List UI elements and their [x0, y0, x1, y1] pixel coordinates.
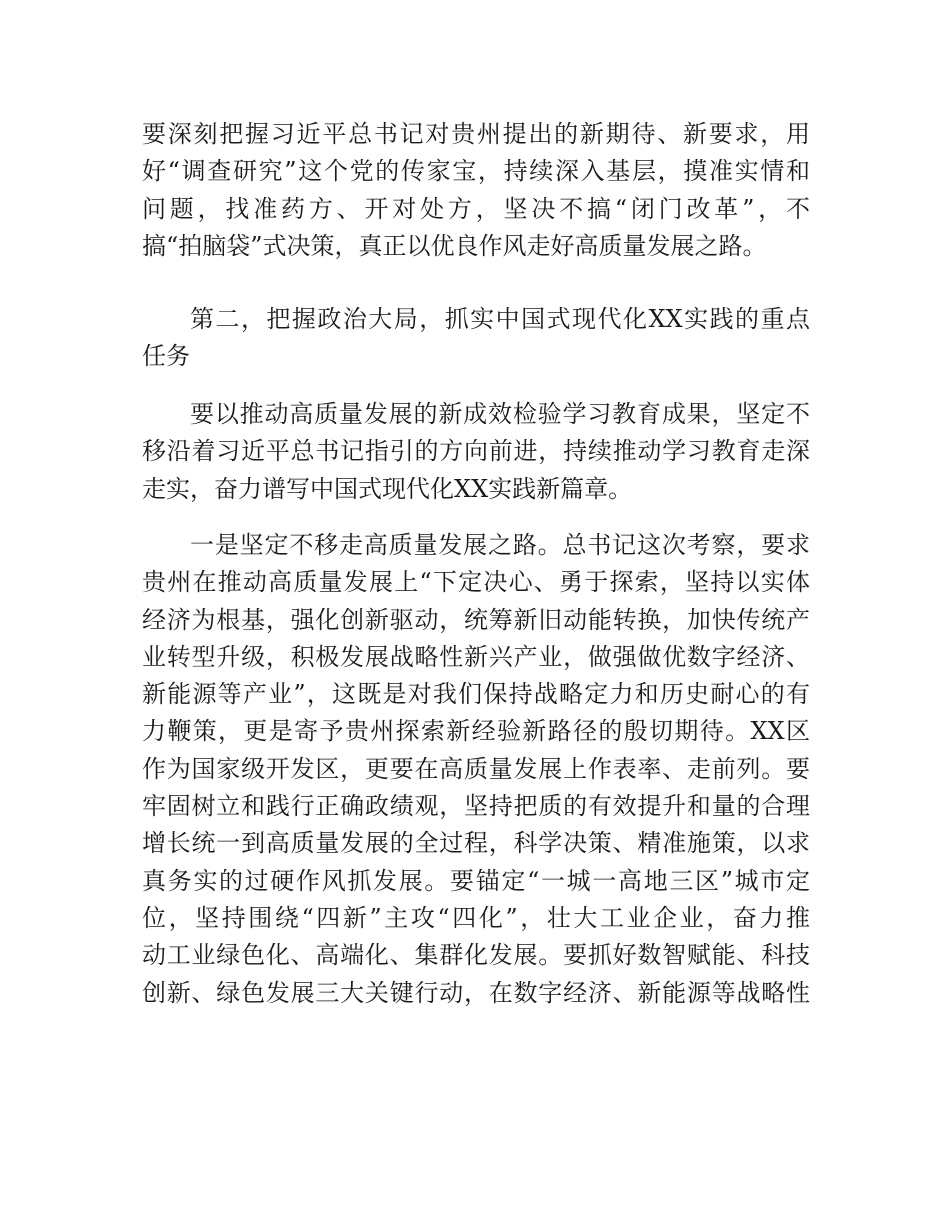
paragraph-line: 经济为根基，强化创新驱动，统筹新旧动能转换，加快传统产: [142, 605, 810, 634]
paragraph-line: 增长统一到高质量发展的全过程，科学决策、精准施策，以求: [142, 829, 810, 858]
paragraph-line: 动工业绿色化、高端化、集群化发展。要抓好数智赋能、科技: [142, 941, 810, 970]
paragraph-line: 搞“拍脑袋”式决策，真正以优良作风走好高质量发展之路。: [142, 231, 767, 260]
paragraph-line: 创新、绿色发展三大关键行动，在数字经济、新能源等战略性: [142, 978, 810, 1007]
paragraph-line: 要深刻把握习近平总书记对贵州提出的新期待、新要求，用: [142, 120, 810, 148]
paragraph-line: 要以推动高质量发展的新成效检验学习教育成果，坚定不: [190, 400, 810, 428]
section-heading: [142, 301, 810, 376]
paragraph-line: 移沿着习近平总书记指引的方向前进，持续推动学习教育走深: [142, 437, 810, 466]
paragraph-1: [142, 116, 810, 265]
paragraph-line: 真务实的过硬作风抓发展。要锚定“一城一高地三区”城市定: [142, 866, 810, 895]
heading-line: 任务: [142, 342, 190, 371]
paragraph-line: 好“调查研究”这个党的传家宝，持续深入基层，摸准实情和: [142, 157, 810, 186]
paragraph-4: [142, 527, 810, 1012]
paragraph-3: [142, 396, 810, 508]
paragraph-line: 一是坚定不移走高质量发展之路。总书记这次考察，要求: [190, 531, 810, 559]
paragraph-line: 问题，找准药方、开对处方，坚决不搞“闭门改革”，不: [142, 194, 810, 223]
paragraph-line: 位，坚持围绕“四新”主攻“四化”，壮大工业企业，奋力推: [142, 903, 810, 932]
paragraph-line: 力鞭策，更是寄予贵州探索新经验新路径的殷切期待。XX区: [142, 717, 810, 746]
paragraph-line: 走实，奋力谱写中国式现代化XX实践新篇章。: [142, 474, 633, 503]
paragraph-line: 业转型升级，积极发展战略性新兴产业，做强做优数字经济、: [142, 642, 810, 671]
paragraph-line: 牢固树立和践行正确政绩观，坚持把质的有效提升和量的合理: [142, 792, 810, 821]
paragraph-line: 新能源等产业”，这既是对我们保持战略定力和历史耐心的有: [142, 680, 810, 709]
heading-line: 第二，把握政治大局，抓实中国式现代化XX实践的重点: [190, 305, 810, 333]
paragraph-line: 作为国家级开发区，更要在高质量发展上作表率、走前列。要: [142, 754, 810, 783]
paragraph-line: 贵州在推动高质量发展上“下定决心、勇于探索，坚持以实体: [142, 568, 810, 597]
